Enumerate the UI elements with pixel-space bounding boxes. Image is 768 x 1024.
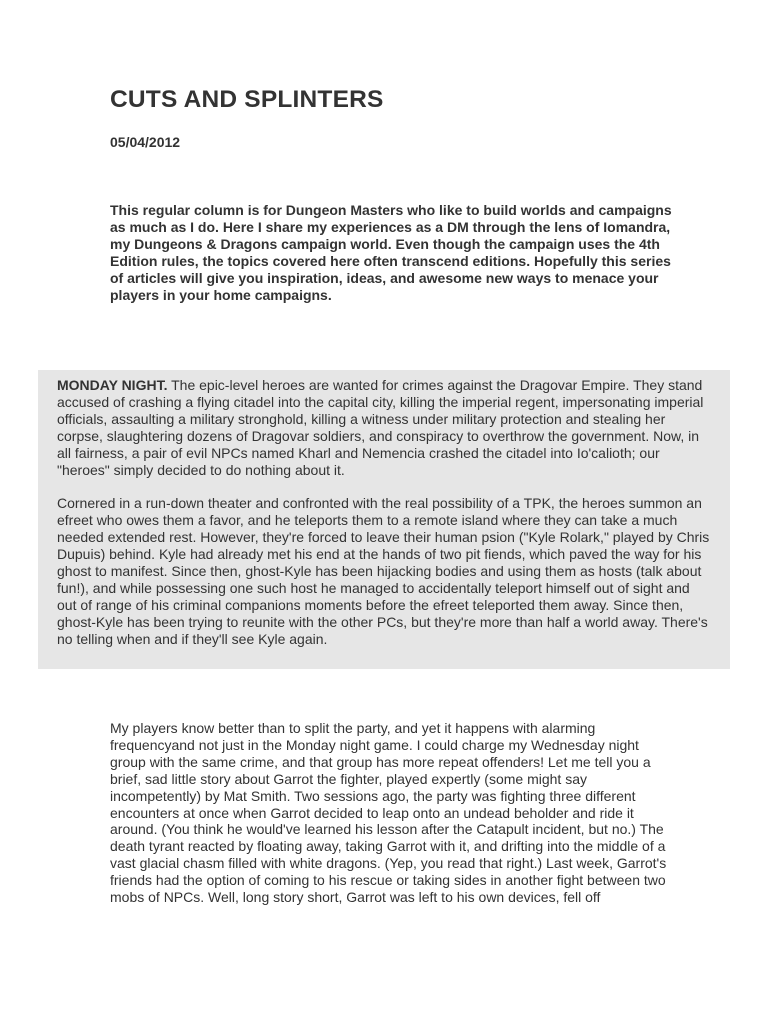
sidebar-lead: MONDAY NIGHT. (57, 377, 168, 393)
article-date: 05/04/2012 (110, 134, 181, 150)
sidebar-box (38, 370, 730, 669)
sidebar-paragraph-2: Cornered in a run-down theater and confronted with the real possibility of a TPK, the heroes summon an efreet who owes them a favor, and he teleports them to a remote island where they can take a much needed extended rest. However, they're forced to leave their human psion ("Kyle Rolark," played by Chris Dupuis) behind. Kyle had already met his end at the hands of two pit fiends, which paved the way for his ghost to manifest. Since then, ghost-Kyle has been hijacking bodies and using them as hosts (talk about fun!), and while possessing one such host he managed to accidentally teleport himself out of sight and out of range of his criminal companions moments before the efreet teleported them away. Since then, ghost-Kyle has been trying to reunite with the other PCs, but they're more than half a world away. There's no telling when and if they'll see Kyle again. (57, 495, 710, 647)
body-paragraph: My players know better than to split the party, and yet it happens with alarming frequencyand not just in the Monday night game. I could charge my Wednesday night group with the same crime, and that group has more repeat offenders! Let me tell you a brief, sad little story about Garrot the fighter, played expertly (some might say incompetently) by Mat Smith. Two sessions ago, the party was fighting three different encounters at once when Garrot decided to leap onto an undead beholder and ride it around. (You think he would've learned his lesson after the Catapult incident, but no.) The death tyrant reacted by floating away, taking Garrot with it, and drifting into the middle of a vast glacial chasm filled with white dragons. (Yep, you read that right.) Last week, Garrot's friends had the option of coming to his rescue or taking sides in another fight between two mobs of NPCs. Well, long story short, Garrot was left to his own devices, fell off (110, 720, 667, 906)
sidebar-paragraph-1-text: The epic-level heroes are wanted for crimes against the Dragovar Empire. They stand accused of crashing a flying citadel into the capital city, killing the imperial regent, impersonating imperial officials, assaulting a military stronghold, killing a witness under military protection and stealing her corpse, slaughtering dozens of Dragovar soldiers, and conspiracy to overthrow the government. Now, in all fairness, a pair of evil NPCs named Kharl and Nemencia crashed the citadel into Io'calioth; our "heroes" simply decided to do nothing about it. (57, 377, 704, 478)
sidebar-paragraph-1 (57, 377, 712, 478)
article-title: CUTS AND SPLINTERS (110, 86, 384, 113)
article-intro: This regular column is for Dungeon Masters who like to build worlds and campaigns as much as I do. Here I share my experiences as a DM through the lens of Iomandra, my Dungeons & Dragons campaign world. Even though the campaign uses the 4th Edition rules, the topics covered here often transcend editions. Hopefully this series of articles will give you inspiration, ideas, and awesome new ways to menace your players in your home campaigns. (110, 202, 672, 303)
